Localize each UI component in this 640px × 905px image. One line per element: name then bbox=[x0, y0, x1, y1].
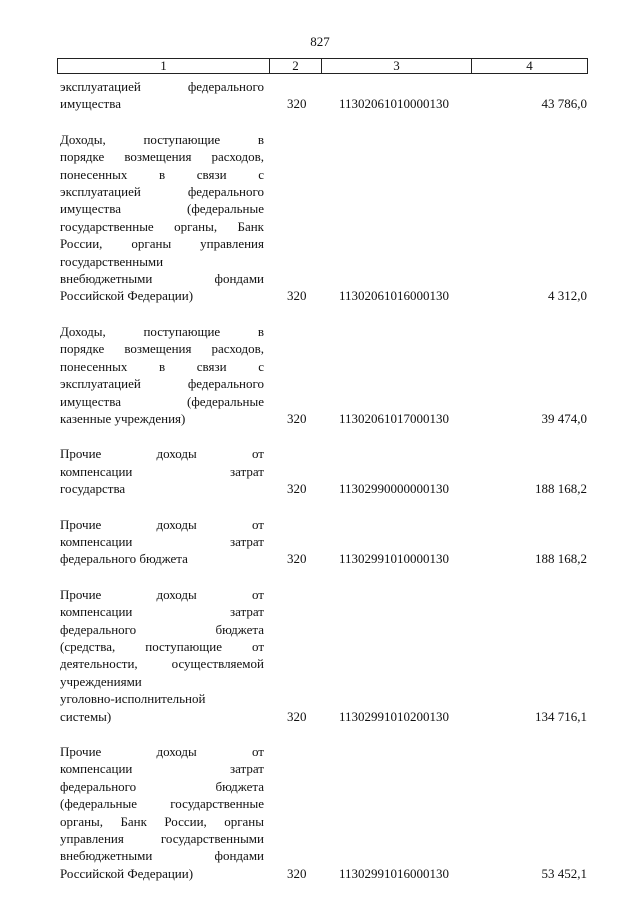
description-line: Прочие доходы от bbox=[60, 446, 264, 462]
table-header bbox=[57, 58, 588, 74]
description-line: Прочие доходы от bbox=[60, 516, 264, 532]
description-line: уголовно-исполнительной bbox=[60, 691, 206, 707]
description-line: Прочие доходы от bbox=[60, 586, 264, 602]
table-row bbox=[0, 743, 640, 882]
description-line: Доходы, поступающие в bbox=[60, 131, 264, 147]
table-row bbox=[0, 445, 640, 497]
description-line: управления государственными bbox=[60, 831, 264, 847]
description-line: системы) bbox=[60, 708, 112, 724]
description-line: Доходы, поступающие в bbox=[60, 323, 264, 339]
header-col-1: 1 bbox=[58, 59, 270, 73]
admin-code: 320 bbox=[287, 410, 307, 426]
budget-code: 11302061016000130 bbox=[339, 288, 450, 304]
description-line: (федеральные государственные bbox=[60, 796, 264, 812]
description-line: компенсации затрат bbox=[60, 533, 264, 549]
amount: 134 716,1 bbox=[535, 708, 587, 724]
admin-code: 320 bbox=[287, 708, 307, 724]
row-description bbox=[60, 323, 264, 427]
description-line: государственные органы, Банк bbox=[60, 218, 264, 234]
row-description bbox=[60, 131, 264, 305]
description-line: понесенных в связи с bbox=[60, 166, 264, 182]
amount: 53 452,1 bbox=[541, 865, 587, 881]
budget-code: 11302991010000130 bbox=[339, 551, 450, 567]
description-line: (средства, поступающие от bbox=[60, 638, 264, 654]
description-line: федерального бюджета bbox=[60, 778, 264, 794]
description-line: России, органы управления bbox=[60, 236, 264, 252]
description-line: порядке возмещения расходов, bbox=[60, 149, 264, 165]
description-line: казенные учреждения) bbox=[60, 410, 186, 426]
description-line: эксплуатацией федерального bbox=[60, 376, 264, 392]
budget-code: 11302990000000130 bbox=[339, 481, 450, 497]
table-row bbox=[0, 323, 640, 427]
amount: 188 168,2 bbox=[535, 551, 587, 567]
description-line: Российской Федерации) bbox=[60, 865, 194, 881]
page-number: 827 bbox=[310, 34, 330, 49]
row-description bbox=[60, 78, 264, 113]
row-description bbox=[60, 586, 264, 725]
table-row bbox=[0, 131, 640, 305]
admin-code: 320 bbox=[287, 865, 307, 881]
description-line: внебюджетными фондами bbox=[60, 848, 264, 864]
description-line: компенсации затрат bbox=[60, 761, 264, 777]
description-line: имущества bbox=[60, 96, 121, 112]
admin-code: 320 bbox=[287, 551, 307, 567]
amount: 4 312,0 bbox=[548, 288, 587, 304]
row-description bbox=[60, 445, 264, 497]
description-line: порядке возмещения расходов, bbox=[60, 341, 264, 357]
description-line: эксплуатацией федерального bbox=[60, 184, 264, 200]
amount: 39 474,0 bbox=[541, 410, 587, 426]
admin-code: 320 bbox=[287, 288, 307, 304]
budget-code: 11302991010200130 bbox=[339, 708, 450, 724]
header-col-3: 3 bbox=[322, 59, 472, 73]
admin-code: 320 bbox=[287, 96, 307, 112]
description-line: федерального бюджета bbox=[60, 621, 264, 637]
header-col-4: 4 bbox=[526, 58, 533, 73]
row-description bbox=[60, 516, 264, 568]
description-line: понесенных в связи с bbox=[60, 358, 264, 374]
table-row bbox=[0, 516, 640, 568]
table-body bbox=[0, 78, 640, 900]
description-line: Российской Федерации) bbox=[60, 288, 194, 304]
description-line: внебюджетными фондами bbox=[60, 271, 264, 287]
table-row bbox=[0, 78, 640, 113]
budget-code: 11302061017000130 bbox=[339, 410, 450, 426]
description-line: эксплуатацией федерального bbox=[60, 79, 264, 94]
description-line: компенсации затрат bbox=[60, 604, 264, 620]
description-line: Прочие доходы от bbox=[60, 744, 264, 759]
row-description bbox=[60, 743, 264, 882]
description-line: деятельности, осуществляемой bbox=[60, 656, 264, 672]
description-line: государственными bbox=[60, 253, 164, 269]
header-col-2: 2 bbox=[270, 59, 322, 73]
description-line: органы, Банк России, органы bbox=[60, 813, 264, 829]
description-line: имущества (федеральные bbox=[60, 201, 264, 217]
description-line: имущества (федеральные bbox=[60, 393, 264, 409]
amount: 188 168,2 bbox=[535, 481, 587, 497]
admin-code: 320 bbox=[287, 481, 307, 497]
description-line: государства bbox=[60, 481, 126, 497]
description-line: учреждениями bbox=[60, 673, 142, 689]
description-line: компенсации затрат bbox=[60, 463, 264, 479]
budget-code: 11302061010000130 bbox=[339, 96, 450, 112]
description-line: федерального бюджета bbox=[60, 551, 188, 567]
budget-code: 11302991016000130 bbox=[339, 865, 450, 881]
amount: 43 786,0 bbox=[541, 96, 587, 112]
table-row bbox=[0, 586, 640, 725]
